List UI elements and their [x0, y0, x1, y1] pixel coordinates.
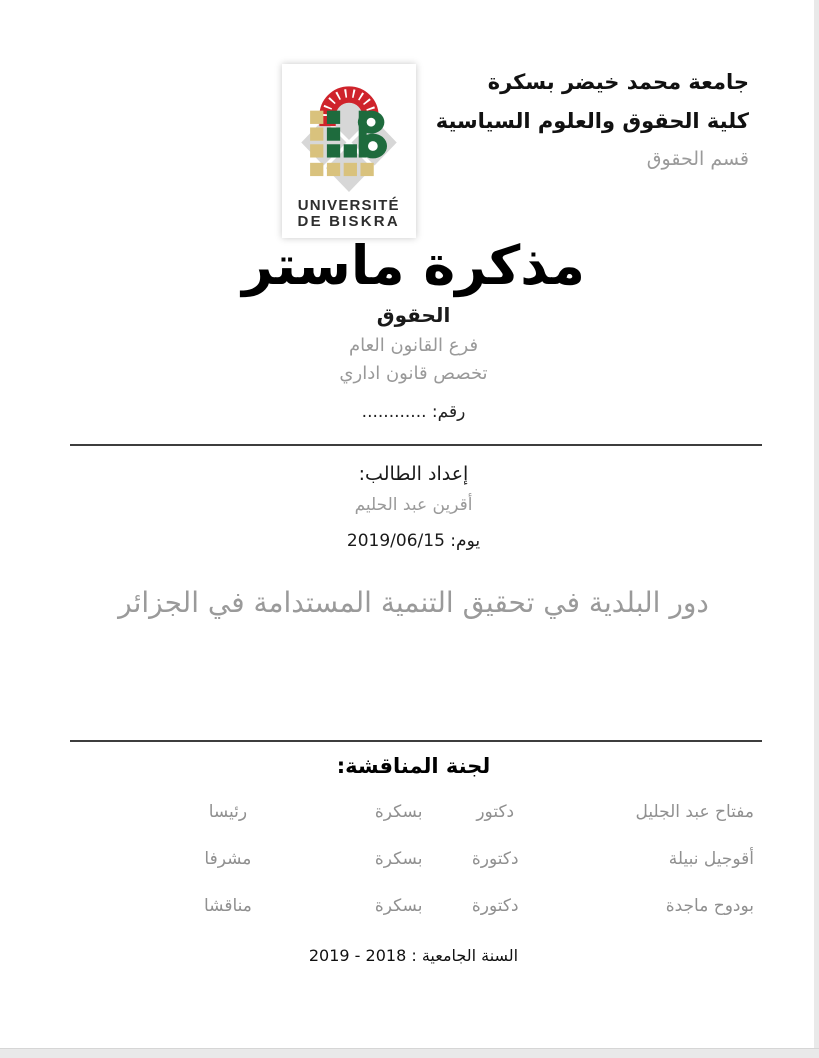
member-role: رئيسا	[208, 802, 248, 823]
university-name: جامعة محمد خيضر بسكرة	[487, 70, 749, 94]
student-name: أقرين عبد الحليم	[354, 495, 473, 515]
member-role: مشرفا	[204, 849, 252, 870]
member-name: بودوح ماجدة	[665, 896, 754, 917]
member-degree: دكتور	[476, 802, 515, 823]
logo-caption	[290, 198, 408, 230]
logo-caption-line1: UNIVERSITÉ	[297, 197, 400, 214]
committee-heading: لجنة المناقشة:	[336, 754, 491, 779]
prepared-by-label: إعداد الطالب:	[358, 463, 469, 485]
divider-bottom	[70, 740, 762, 742]
institution-block	[436, 64, 749, 185]
member-degree: دكتورة	[471, 896, 519, 917]
registration-number-line: رقم: ............	[361, 402, 466, 422]
divider-top	[70, 444, 762, 446]
member-degree: دكتورة	[471, 849, 519, 870]
field-label: الحقوق	[376, 303, 451, 327]
committee-table	[64, 802, 754, 916]
specialty-label: تخصص قانون اداري	[339, 363, 488, 384]
university-logo	[282, 64, 416, 238]
logo-caption-line2: DE BISKRA	[297, 212, 400, 230]
document-type-title: مذكرة ماستر	[242, 233, 585, 297]
member-role: مناقشا	[203, 896, 252, 917]
defense-date: يوم: 2019/06/15	[346, 531, 481, 551]
member-name: مفتاح عبد الجليل	[635, 802, 754, 823]
thesis-title: دور البلدية في تحقيق التنمية المستدامة في الجزائر	[118, 586, 709, 619]
member-university: بسكرة	[374, 896, 423, 917]
page-header	[0, 0, 819, 238]
member-university: بسكرة	[374, 802, 423, 823]
committee-row	[64, 849, 754, 869]
page-edge-right	[814, 0, 819, 1058]
academic-year: السنة الجامعية : 2018 - 2019	[308, 946, 519, 966]
committee-row	[64, 802, 754, 822]
department-name: قسم الحقوق	[646, 148, 749, 170]
member-university: بسكرة	[374, 849, 423, 870]
university-of-biskra-emblem-icon	[290, 177, 408, 196]
faculty-name: كلية الحقوق والعلوم السياسية	[435, 109, 749, 133]
branch-label: فرع القانون العام	[348, 335, 479, 356]
committee-row	[64, 896, 754, 916]
member-name: أقوجيل نبيلة	[668, 849, 754, 870]
page-edge-bottom	[0, 1048, 819, 1058]
